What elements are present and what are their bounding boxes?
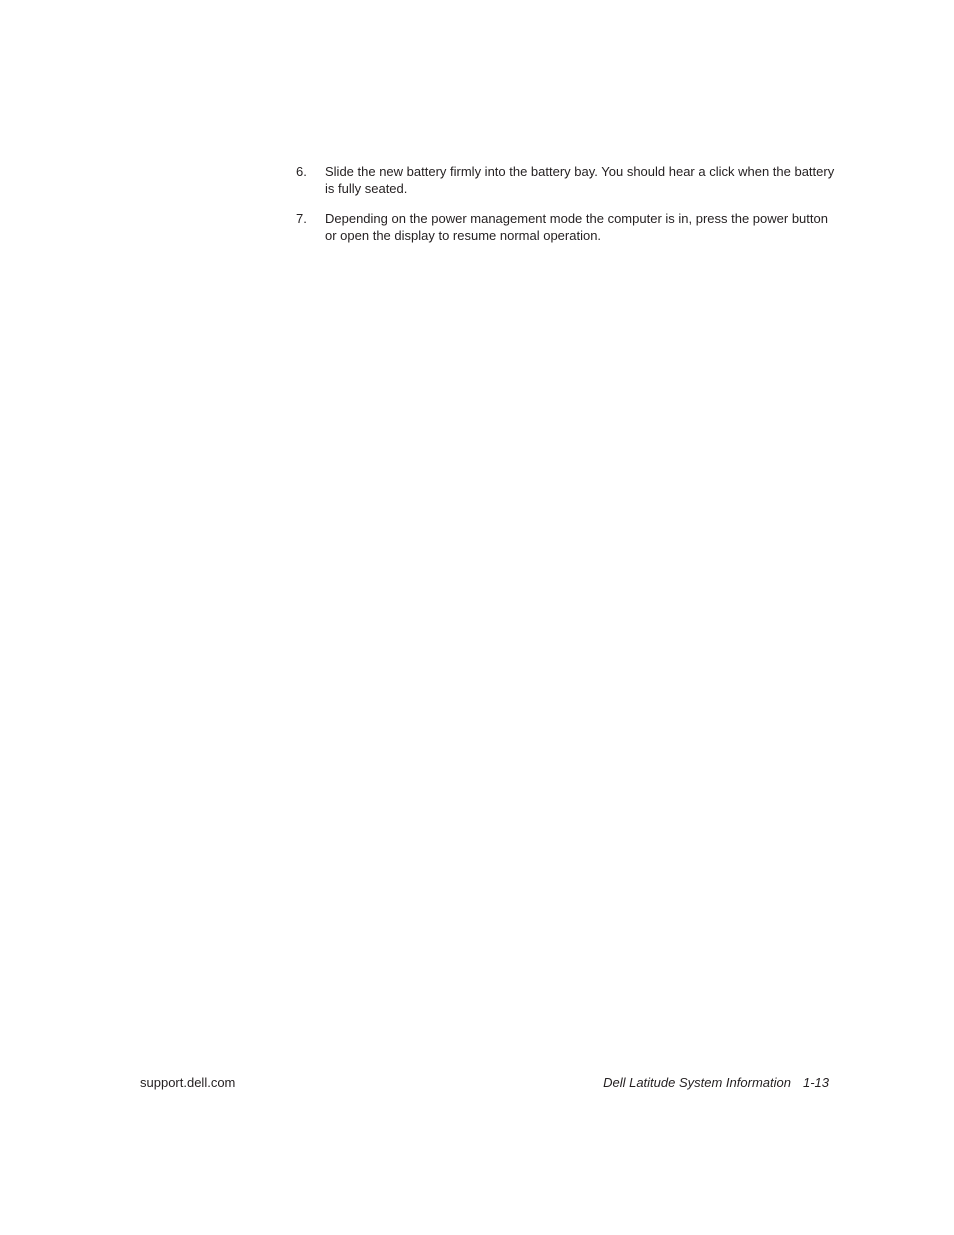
step-item: [296, 210, 836, 244]
step-item: [296, 163, 836, 197]
footer-book-title: Dell Latitude System Information: [603, 1075, 791, 1090]
step-number: 7.: [296, 211, 307, 226]
footer-page-number: 1-13: [802, 1075, 829, 1090]
footer-running-title: [603, 1074, 829, 1091]
instruction-steps: [296, 163, 836, 257]
step-text: Slide the new battery firmly into the battery bay. You should hear a click when the battery is fully seated.: [325, 164, 835, 196]
step-text: Depending on the power management mode the computer is in, press the power button or open the display to resume normal operation.: [325, 211, 828, 243]
footer-website: support.dell.com: [140, 1075, 236, 1090]
step-number: 6.: [296, 164, 307, 179]
